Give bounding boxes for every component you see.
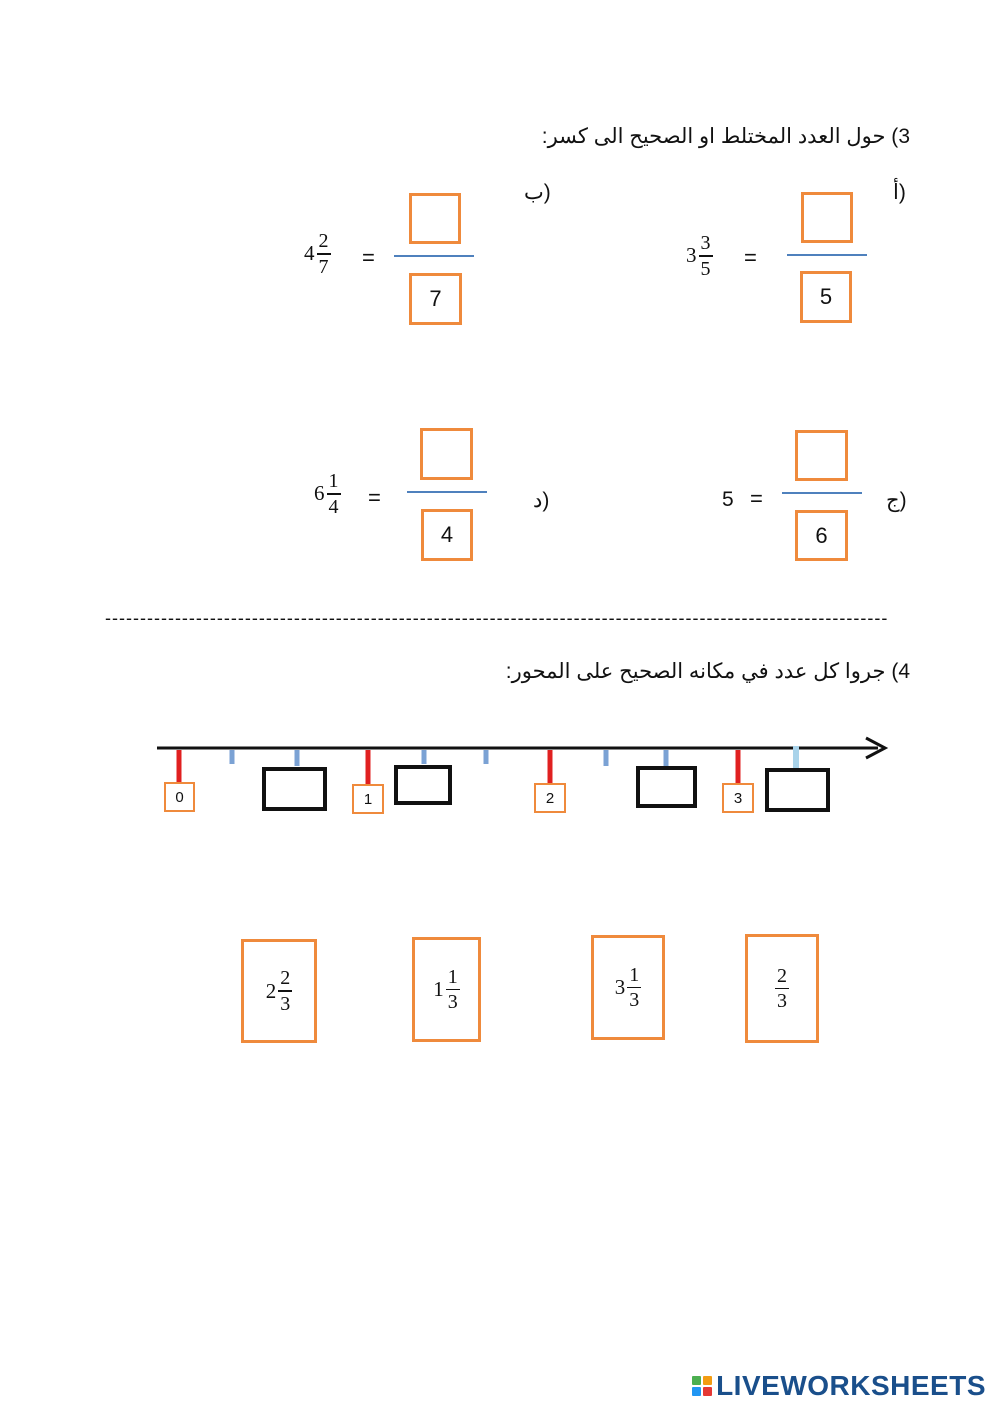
drop-target-3 bbox=[638, 768, 695, 806]
item-c-equals: = bbox=[750, 486, 763, 511]
liveworksheets-logo-icon bbox=[692, 1376, 712, 1396]
item-c-fraction-line bbox=[782, 492, 862, 494]
drop-target-4 bbox=[767, 770, 828, 810]
item-a-fraction-line bbox=[787, 254, 867, 256]
item-d-equals: = bbox=[368, 485, 381, 510]
item-a-denominator-box: 5 bbox=[800, 271, 852, 323]
draggable-card-3-1-3[interactable]: 3 $\frac{1}{3}$ bbox=[591, 935, 665, 1040]
draggable-card-1-1-3[interactable]: 1 $\frac{1}{3}$ bbox=[412, 937, 481, 1042]
item-c-denominator-box: 6 bbox=[795, 510, 848, 561]
item-b-fraction-line bbox=[394, 255, 474, 257]
item-a-equals: = bbox=[744, 245, 757, 270]
item-c-whole-number: 5 bbox=[722, 488, 734, 511]
item-b-label: ب) bbox=[524, 181, 551, 204]
item-d-label: د) bbox=[533, 489, 550, 512]
question-4-title: 4) جروا كل عدد في مكانه الصحيح على المحور: bbox=[505, 660, 910, 683]
item-d-numerator-input[interactable] bbox=[420, 428, 473, 480]
item-a-mixed-number: 3 $\frac{3}{5}$ bbox=[686, 232, 711, 280]
item-a-label: أ) bbox=[893, 181, 906, 204]
item-d-fraction-line bbox=[407, 491, 487, 493]
number-line bbox=[150, 730, 900, 830]
item-b-denominator-box: 7 bbox=[409, 273, 462, 325]
item-a-numerator-input[interactable] bbox=[801, 192, 853, 243]
logo-text: LIVEWORKSHEETS bbox=[716, 1370, 986, 1401]
item-b-numerator-input[interactable] bbox=[409, 193, 461, 244]
item-d-denominator-box: 4 bbox=[421, 509, 473, 561]
item-b-equals: = bbox=[362, 245, 375, 270]
tick-label-0: 0 bbox=[164, 782, 195, 812]
item-d-mixed-number: 6 $\frac{1}{4}$ bbox=[314, 470, 339, 518]
tick-label-2: 2 bbox=[534, 783, 566, 813]
item-c-numerator-input[interactable] bbox=[795, 430, 848, 481]
liveworksheets-logo bbox=[692, 1370, 986, 1402]
draggable-card-2-3[interactable]: $\frac{2}{3}$ bbox=[745, 934, 819, 1043]
tick-label-3: 3 bbox=[722, 783, 754, 813]
tick-label-1: 1 bbox=[352, 784, 384, 814]
item-c-label: ج) bbox=[886, 489, 907, 512]
drop-target-2 bbox=[396, 767, 450, 803]
question-3-title: 3) حول العدد المختلط او الصحيح الى كسر: bbox=[541, 125, 910, 148]
item-b-mixed-number: 4 $\frac{2}{7}$ bbox=[304, 230, 329, 278]
section-divider: ---------------------------------------------------------------------------------------------------------------- bbox=[105, 608, 889, 628]
draggable-card-2-2-3[interactable]: 2 $\frac{2}{3}$ bbox=[241, 939, 317, 1043]
drop-target-1 bbox=[264, 769, 325, 809]
